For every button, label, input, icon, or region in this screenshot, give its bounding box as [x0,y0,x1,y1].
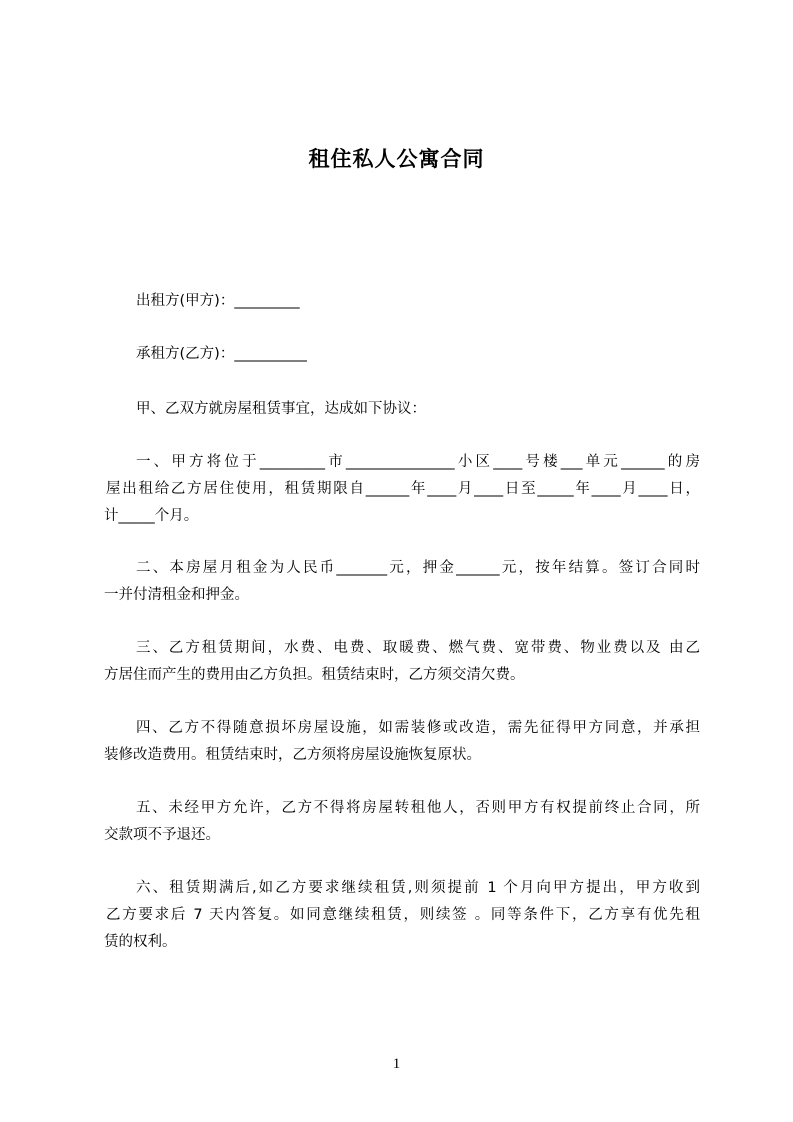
clause-5-line-2: 交款项不予退还。 [104,827,220,843]
clause-5-line-1: 五、未经甲方允许，乙方不得将房屋转租他人，否则甲方有权提前终止合同，所 [136,800,700,816]
page-title: 租住私人公寓合同 [308,147,485,171]
clause-4-line-2: 装修改造费用。租赁结束时，乙方须将房屋设施恢复原状。 [104,747,481,763]
clause-3-line-1: 三、乙方租赁期间，水费、电费、取暖费、燃气费、宽带费、物业费以及 由乙 [136,640,700,656]
party-b-line: 承租方(乙方)：__________ [136,346,307,362]
clause-2-line-1: 二、本房屋月租金为人民币_______元，押金______元，按年结算。签订合同时 [136,560,700,576]
party-a-line: 出租方(甲方)：_________ [136,293,300,309]
clause-1-line-2: 屋出租给乙方居住使用，租赁期限自______年____月____日至_____年____月____日， [106,481,700,497]
page-number: 1 [392,1056,401,1072]
clause-4-line-1: 四、乙方不得随意损坏房屋设施，如需装修或改造，需先征得甲方同意，并承担 [136,720,700,736]
clause-6-line-1: 六、租赁期满后,如乙方要求继续租赁,则须提前 1 个月向甲方提出，甲方收到 [136,880,700,896]
clause-3-line-2: 方居住而产生的费用由乙方负担。租赁结束时，乙方须交清欠费。 [104,667,525,683]
clause-2-line-2: 一并付清租金和押金。 [104,587,249,603]
clause-6-line-2: 乙方要求后 7 天内答复。如同意继续租赁，则续签 。同等条件下，乙方享有优先租 [106,907,700,923]
clause-6-line-3: 赁的权利。 [104,934,177,950]
clause-1-line-1: 一、甲方将位于_________市_______________小区____号楼___单元______的房 [136,454,700,470]
intro-line: 甲、乙双方就房屋租赁事宜，达成如下协议： [136,401,426,417]
clause-1-line-3: 计_____个月。 [104,508,199,524]
